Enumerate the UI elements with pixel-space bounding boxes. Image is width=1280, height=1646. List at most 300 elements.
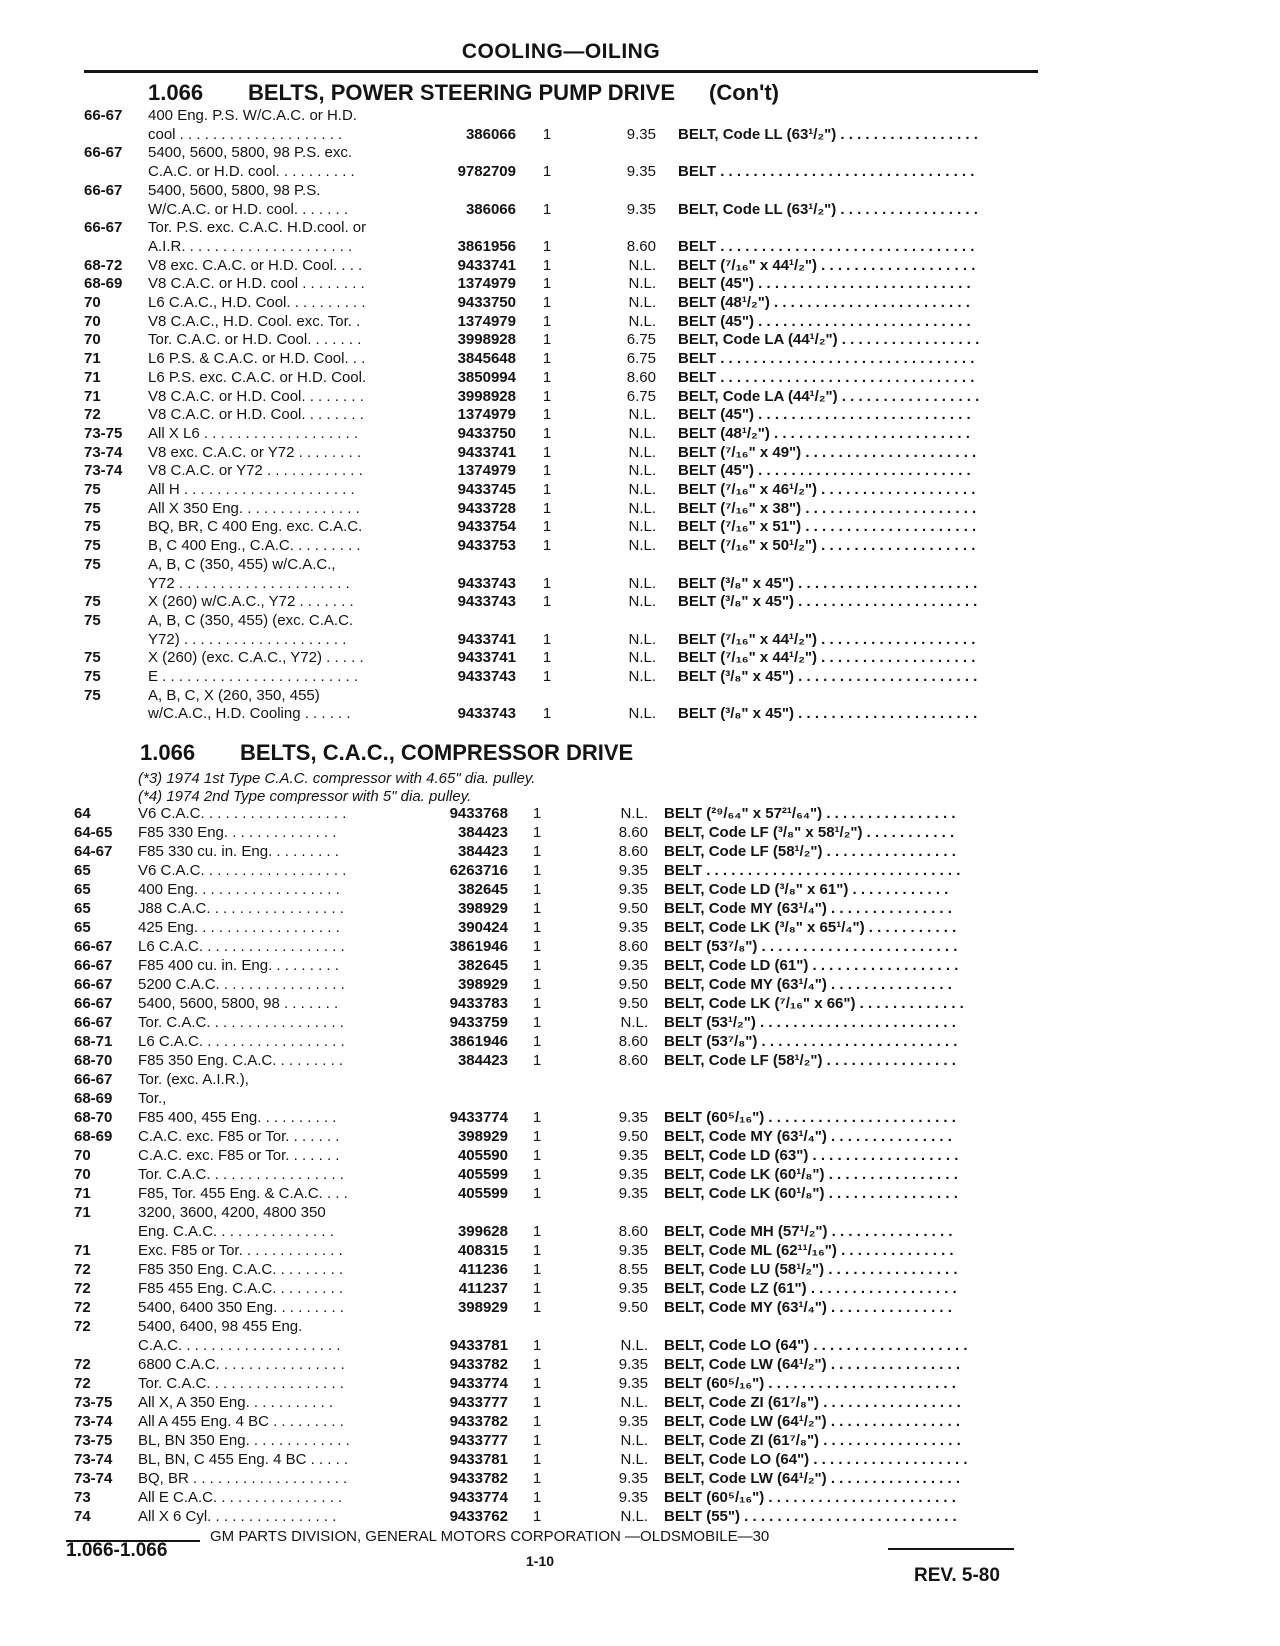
row-quantity: 1 bbox=[542, 649, 552, 667]
parts-row bbox=[0, 256, 1280, 276]
row-description: BELT (60⁵/₁₆") . . . . . . . . . . . . . . . . . . . . . . . bbox=[664, 1109, 956, 1126]
row-price: 9.35 bbox=[618, 1470, 648, 1487]
row-application: F85, Tor. 455 Eng. & C.A.C. . . . bbox=[138, 1185, 348, 1202]
row-description: BELT (48¹/₂") . . . . . . . . . . . . . . . . . . . . . . . . bbox=[678, 424, 970, 442]
row-description: BELT, Code LL (63¹/₂") . . . . . . . . . . . . . . . . . bbox=[678, 200, 978, 218]
row-description: BELT (45") . . . . . . . . . . . . . . . . . . . . . . . . . . bbox=[678, 406, 971, 424]
row-application: Tor. P.S. exc. C.A.C. H.D.cool. or bbox=[148, 219, 367, 237]
row-years: 68-69 bbox=[84, 275, 123, 293]
row-price: 9.50 bbox=[618, 976, 648, 993]
parts-row bbox=[0, 555, 1280, 575]
row-price: 9.50 bbox=[618, 1299, 648, 1316]
parts-row bbox=[0, 804, 1280, 824]
parts-row bbox=[0, 1146, 1280, 1166]
parts-row bbox=[0, 704, 1280, 724]
row-quantity: 1 bbox=[532, 1052, 542, 1069]
row-application: E . . . . . . . . . . . . . . . . . . . . . . . . bbox=[148, 668, 359, 685]
row-quantity: 1 bbox=[532, 1014, 542, 1031]
parts-row bbox=[0, 1355, 1280, 1375]
row-description: BELT, Code LD (61") . . . . . . . . . . . . . . . . . . bbox=[664, 957, 959, 974]
parts-row bbox=[0, 1298, 1280, 1318]
row-part-number: 9433774 bbox=[449, 1375, 508, 1392]
parts-row bbox=[0, 975, 1280, 995]
row-part-number: 9433762 bbox=[449, 1508, 508, 1525]
row-part-number: 9433777 bbox=[449, 1432, 508, 1449]
footer-page-number: 1-10 bbox=[526, 1553, 555, 1569]
row-part-number: 9433782 bbox=[449, 1413, 508, 1430]
row-application: F85 400 cu. in. Eng. . . . . . . . . bbox=[138, 957, 339, 974]
row-description: BELT (⁷/₁₆" x 38") . . . . . . . . . . . . . . . . . . . . . bbox=[678, 499, 977, 517]
footer-revision: REV. 5-80 bbox=[914, 1565, 1000, 1586]
parts-row bbox=[0, 1089, 1280, 1109]
parts-row bbox=[0, 162, 1280, 182]
row-description: BELT, Code MY (63¹/₄") . . . . . . . . . . . . . . . bbox=[664, 1299, 952, 1316]
row-application: L6 C.A.C., H.D. Cool. . . . . . . . . . bbox=[148, 294, 366, 311]
section-number: 1.066 bbox=[140, 740, 196, 765]
row-application: V8 C.A.C. or H.D. Cool. . . . . . . . bbox=[148, 387, 364, 405]
header-rule bbox=[84, 70, 1038, 73]
parts-row bbox=[0, 823, 1280, 843]
row-description: BELT (⁷/₁₆" x 44¹/₂") . . . . . . . . . . . . . . . . . . . bbox=[678, 256, 976, 274]
row-application: w/C.A.C., H.D. Cooling . . . . . . bbox=[148, 705, 351, 723]
row-description: BELT, Code LA (44¹/₂") . . . . . . . . . . . . . . . . . bbox=[678, 387, 980, 405]
row-quantity: 1 bbox=[542, 406, 552, 424]
row-years: 66-67 bbox=[84, 219, 123, 237]
row-price: N.L. bbox=[620, 1451, 648, 1468]
row-application: cool . . . . . . . . . . . . . . . . . . . . bbox=[148, 125, 343, 143]
row-part-number: 382645 bbox=[457, 957, 508, 974]
row-years: 75 bbox=[84, 518, 101, 536]
row-quantity: 1 bbox=[532, 1223, 542, 1240]
row-years: 68-70 bbox=[74, 1052, 113, 1069]
row-application: V8 C.A.C. or H.D. Cool. . . . . . . . bbox=[148, 406, 364, 424]
row-years: 70 bbox=[84, 294, 101, 311]
footer-rule-right bbox=[888, 1548, 1014, 1550]
row-description: BELT, Code LW (64¹/₂") . . . . . . . . . . . . . . . . bbox=[664, 1470, 961, 1487]
row-part-number: 1374979 bbox=[457, 275, 516, 293]
row-quantity: 1 bbox=[542, 350, 552, 368]
row-price: 9.35 bbox=[618, 1280, 648, 1297]
row-part-number: 408315 bbox=[457, 1242, 508, 1259]
row-application: F85 350 Eng. C.A.C. . . . . . . . . bbox=[138, 1261, 344, 1278]
parts-row bbox=[0, 1507, 1280, 1527]
parts-row bbox=[0, 1127, 1280, 1147]
row-description: BELT (⁷/₁₆" x 44¹/₂") . . . . . . . . . . . . . . . . . . . bbox=[678, 649, 976, 667]
row-price: N.L. bbox=[628, 256, 656, 274]
row-price: 8.60 bbox=[618, 1052, 648, 1069]
row-price: 8.55 bbox=[618, 1261, 648, 1278]
row-application: F85 455 Eng. C.A.C. . . . . . . . . bbox=[138, 1280, 344, 1297]
row-quantity: 1 bbox=[532, 1337, 542, 1354]
row-quantity: 1 bbox=[532, 881, 542, 898]
row-application: F85 400, 455 Eng. . . . . . . . . . bbox=[138, 1109, 337, 1126]
row-part-number: 9433743 bbox=[457, 593, 516, 611]
row-years: 68-69 bbox=[74, 1128, 113, 1145]
row-price: 6.75 bbox=[626, 387, 656, 405]
row-years: 71 bbox=[84, 387, 101, 405]
row-application: J88 C.A.C. . . . . . . . . . . . . . . . . bbox=[138, 900, 344, 917]
parts-row bbox=[0, 368, 1280, 388]
row-years: 72 bbox=[74, 1375, 91, 1392]
row-part-number: 399628 bbox=[457, 1223, 508, 1240]
section-heading bbox=[140, 740, 633, 766]
row-price: N.L. bbox=[620, 805, 648, 822]
row-quantity: 1 bbox=[542, 537, 552, 555]
row-description: BELT, Code MY (63¹/₄") . . . . . . . . . . . . . . . bbox=[664, 900, 952, 917]
row-part-number: 9433753 bbox=[457, 537, 516, 555]
row-part-number: 405599 bbox=[457, 1166, 508, 1183]
row-application: 5200 C.A.C. . . . . . . . . . . . . . . . bbox=[138, 976, 345, 993]
row-description: BELT, Code LA (44¹/₂") . . . . . . . . . . . . . . . . . bbox=[678, 331, 980, 349]
parts-row bbox=[0, 592, 1280, 612]
row-application: A, B, C (350, 455) (exc. C.A.C. bbox=[148, 611, 354, 629]
row-application: L6 C.A.C. . . . . . . . . . . . . . . . . . bbox=[138, 938, 345, 955]
row-years: 68-72 bbox=[84, 256, 123, 274]
row-description: BELT, Code LO (64") . . . . . . . . . . . . . . . . . . . bbox=[664, 1451, 968, 1468]
row-quantity: 1 bbox=[542, 481, 552, 498]
row-application: W/C.A.C. or H.D. cool. . . . . . . bbox=[148, 200, 349, 218]
row-description: BELT (60⁵/₁₆") . . . . . . . . . . . . . . . . . . . . . . . bbox=[664, 1375, 956, 1392]
parts-row bbox=[0, 1469, 1280, 1489]
row-years: 70 bbox=[84, 312, 101, 330]
row-part-number: 9433743 bbox=[457, 574, 516, 592]
row-years: 75 bbox=[84, 481, 101, 498]
row-years: 66-67 bbox=[74, 1014, 113, 1031]
row-part-number: 390424 bbox=[457, 919, 508, 936]
row-years: 71 bbox=[74, 1185, 91, 1202]
parts-row bbox=[0, 1184, 1280, 1204]
row-years: 64 bbox=[74, 805, 91, 822]
row-part-number: 9433774 bbox=[449, 1109, 508, 1126]
row-part-number: 9433741 bbox=[457, 256, 516, 274]
row-part-number: 386066 bbox=[465, 125, 516, 143]
row-part-number: 3850994 bbox=[457, 368, 516, 386]
row-description: BELT (²⁹/₆₄" x 57²¹/₆₄") . . . . . . . . . . . . . . . . bbox=[664, 805, 956, 822]
row-quantity: 1 bbox=[542, 275, 552, 293]
row-price: 8.60 bbox=[618, 824, 648, 841]
parts-row bbox=[0, 480, 1280, 500]
row-part-number: 9433743 bbox=[457, 668, 516, 685]
row-years: 75 bbox=[84, 668, 101, 685]
row-application: 400 Eng. . . . . . . . . . . . . . . . . . bbox=[138, 881, 340, 898]
row-application: F85 330 Eng. . . . . . . . . . . . . . bbox=[138, 824, 337, 841]
row-application: F85 330 cu. in. Eng. . . . . . . . . bbox=[138, 843, 339, 860]
row-price: N.L. bbox=[620, 1014, 648, 1031]
parts-row bbox=[0, 1070, 1280, 1090]
row-quantity: 1 bbox=[532, 1508, 542, 1525]
row-quantity: 1 bbox=[532, 919, 542, 936]
row-application: All E C.A.C. . . . . . . . . . . . . . . . bbox=[138, 1489, 343, 1506]
row-application: L6 C.A.C. . . . . . . . . . . . . . . . . . bbox=[138, 1033, 345, 1050]
row-price: 9.35 bbox=[618, 1185, 648, 1202]
parts-row bbox=[0, 994, 1280, 1014]
row-quantity: 1 bbox=[542, 668, 552, 685]
row-price: N.L. bbox=[628, 668, 656, 685]
row-application: All H . . . . . . . . . . . . . . . . . . . . . bbox=[148, 481, 355, 498]
row-years: 65 bbox=[74, 900, 91, 917]
row-description: BELT, Code ZI (61⁷/₈") . . . . . . . . . . . . . . . . . bbox=[664, 1432, 961, 1449]
parts-row bbox=[0, 1317, 1280, 1337]
row-quantity: 1 bbox=[532, 1185, 542, 1202]
row-part-number: 405599 bbox=[457, 1185, 508, 1202]
row-price: N.L. bbox=[628, 312, 656, 330]
row-description: BELT (³/₈" x 45") . . . . . . . . . . . . . . . . . . . . . . bbox=[678, 705, 978, 723]
row-years: 66-67 bbox=[74, 995, 113, 1012]
row-description: BELT, Code LU (58¹/₂") . . . . . . . . . . . . . . . . bbox=[664, 1261, 958, 1278]
row-application: L6 P.S. & C.A.C. or H.D. Cool. . . bbox=[148, 350, 366, 368]
parts-row bbox=[0, 143, 1280, 163]
row-description: BELT, Code LL (63¹/₂") . . . . . . . . . . . . . . . . . bbox=[678, 125, 978, 143]
row-application: Y72) . . . . . . . . . . . . . . . . . . . . bbox=[148, 630, 347, 648]
parts-row bbox=[0, 861, 1280, 881]
row-application: A, B, C, X (260, 350, 455) bbox=[148, 686, 320, 704]
row-price: N.L. bbox=[628, 649, 656, 667]
row-application: All X, A 350 Eng. . . . . . . . . . . bbox=[138, 1394, 334, 1411]
row-quantity: 1 bbox=[532, 1375, 542, 1392]
row-application: BQ, BR . . . . . . . . . . . . . . . . . . . bbox=[138, 1470, 348, 1487]
row-years: 71 bbox=[84, 350, 101, 368]
row-application: V6 C.A.C. . . . . . . . . . . . . . . . . . bbox=[138, 805, 347, 822]
row-years: 72 bbox=[74, 1280, 91, 1297]
parts-row bbox=[0, 648, 1280, 668]
row-application: All A 455 Eng. 4 BC . . . . . . . . . bbox=[138, 1413, 344, 1430]
row-description: BELT (45") . . . . . . . . . . . . . . . . . . . . . . . . . . bbox=[678, 275, 971, 293]
row-description: BELT . . . . . . . . . . . . . . . . . . . . . . . . . . . . . . . bbox=[664, 862, 961, 879]
row-years: 73-75 bbox=[84, 424, 123, 442]
row-description: BELT (³/₈" x 45") . . . . . . . . . . . . . . . . . . . . . . bbox=[678, 593, 978, 611]
row-price: N.L. bbox=[628, 424, 656, 442]
row-years: 73-74 bbox=[84, 443, 123, 461]
row-description: BELT (60⁵/₁₆") . . . . . . . . . . . . . . . . . . . . . . . bbox=[664, 1489, 956, 1506]
row-price: N.L. bbox=[628, 294, 656, 311]
row-quantity: 1 bbox=[532, 1413, 542, 1430]
row-part-number: 405590 bbox=[457, 1147, 508, 1164]
row-description: BELT (³/₈" x 45") . . . . . . . . . . . . . . . . . . . . . . bbox=[678, 668, 978, 685]
row-price: 9.35 bbox=[618, 1489, 648, 1506]
row-price: N.L. bbox=[628, 275, 656, 293]
row-part-number: 9782709 bbox=[457, 163, 516, 181]
parts-row bbox=[0, 125, 1280, 145]
row-quantity: 1 bbox=[542, 462, 552, 480]
row-part-number: 1374979 bbox=[457, 462, 516, 480]
page-header-title: COOLING—OILING bbox=[461, 40, 661, 63]
row-quantity: 1 bbox=[532, 1451, 542, 1468]
row-price: N.L. bbox=[628, 574, 656, 592]
footer-publisher: GM PARTS DIVISION, GENERAL MOTORS CORPORATION —OLDSMOBILE—30 bbox=[210, 1528, 770, 1545]
row-description: BELT (⁷/₁₆" x 51") . . . . . . . . . . . . . . . . . . . . . bbox=[678, 518, 977, 536]
row-price: 8.60 bbox=[618, 1033, 648, 1050]
parts-row bbox=[0, 1393, 1280, 1413]
row-quantity: 1 bbox=[532, 938, 542, 955]
row-years: 73-74 bbox=[74, 1470, 113, 1487]
row-price: N.L. bbox=[620, 1394, 648, 1411]
parts-row bbox=[0, 274, 1280, 294]
row-years: 75 bbox=[84, 686, 101, 704]
row-quantity: 1 bbox=[532, 1033, 542, 1050]
row-price: 9.35 bbox=[618, 1356, 648, 1373]
row-description: BELT, Code LK (60¹/₈") . . . . . . . . . . . . . . . . bbox=[664, 1166, 958, 1183]
parts-row bbox=[0, 349, 1280, 369]
row-years: 68-69 bbox=[74, 1090, 113, 1107]
parts-row bbox=[0, 218, 1280, 238]
row-description: BELT, Code MY (63¹/₄") . . . . . . . . . . . . . . . bbox=[664, 1128, 952, 1145]
row-price: N.L. bbox=[620, 1337, 648, 1354]
row-quantity: 1 bbox=[532, 1394, 542, 1411]
row-quantity: 1 bbox=[542, 256, 552, 274]
row-description: BELT, Code LD (63") . . . . . . . . . . . . . . . . . . bbox=[664, 1147, 959, 1164]
row-part-number: 9433783 bbox=[449, 995, 508, 1012]
row-quantity: 1 bbox=[542, 593, 552, 611]
row-years: 75 bbox=[84, 555, 101, 573]
row-quantity: 1 bbox=[532, 957, 542, 974]
row-quantity: 1 bbox=[532, 1356, 542, 1373]
row-price: 8.60 bbox=[626, 368, 656, 386]
row-description: BELT (⁷/₁₆" x 49") . . . . . . . . . . . . . . . . . . . . . bbox=[678, 443, 977, 461]
row-price: 9.35 bbox=[618, 1166, 648, 1183]
footer-section-range: 1.066-1.066 bbox=[66, 1540, 168, 1561]
row-part-number: 9433782 bbox=[449, 1356, 508, 1373]
section-title: BELTS, C.A.C., COMPRESSOR DRIVE bbox=[240, 740, 634, 765]
row-years: 66-67 bbox=[84, 144, 123, 162]
row-price: 9.35 bbox=[618, 862, 648, 879]
row-description: BELT, Code LF (58¹/₂") . . . . . . . . . . . . . . . . bbox=[664, 843, 956, 860]
row-application: 5400, 5600, 5800, 98 P.S. bbox=[148, 181, 321, 199]
row-part-number: 9433750 bbox=[457, 294, 516, 311]
row-description: BELT, Code LK (60¹/₈") . . . . . . . . . . . . . . . . bbox=[664, 1185, 958, 1202]
parts-row bbox=[0, 1108, 1280, 1128]
row-years: 75 bbox=[84, 649, 101, 667]
parts-row bbox=[0, 200, 1280, 220]
row-quantity: 1 bbox=[542, 574, 552, 592]
parts-row bbox=[0, 1051, 1280, 1071]
row-application: All X L6 . . . . . . . . . . . . . . . . . . . bbox=[148, 424, 359, 442]
row-quantity: 1 bbox=[532, 1489, 542, 1506]
row-description: BELT (⁷/₁₆" x 50¹/₂") . . . . . . . . . . . . . . . . . . . bbox=[678, 537, 976, 555]
row-part-number: 9433782 bbox=[449, 1470, 508, 1487]
row-price: 9.35 bbox=[626, 125, 656, 143]
parts-row bbox=[0, 443, 1280, 463]
row-years: 70 bbox=[74, 1147, 91, 1164]
row-price: 9.35 bbox=[618, 1147, 648, 1164]
row-part-number: 9433741 bbox=[457, 443, 516, 461]
row-application: 5400, 6400 350 Eng. . . . . . . . . bbox=[138, 1299, 344, 1316]
row-part-number: 398929 bbox=[457, 1299, 508, 1316]
parts-row bbox=[0, 1279, 1280, 1299]
parts-row bbox=[0, 937, 1280, 957]
row-price: N.L. bbox=[628, 630, 656, 648]
row-description: BELT, Code LD (³/₈" x 61") . . . . . . . . . . . . bbox=[664, 881, 949, 898]
row-part-number: 9433759 bbox=[449, 1014, 508, 1031]
parts-row bbox=[0, 880, 1280, 900]
row-part-number: 9433743 bbox=[457, 705, 516, 723]
row-part-number: 9433754 bbox=[457, 518, 516, 536]
row-price: 9.35 bbox=[626, 200, 656, 218]
row-price: 9.35 bbox=[618, 957, 648, 974]
parts-row bbox=[0, 1450, 1280, 1470]
parts-row bbox=[0, 330, 1280, 350]
row-price: 6.75 bbox=[626, 331, 656, 349]
parts-row bbox=[0, 574, 1280, 594]
row-application: V8 C.A.C., H.D. Cool. exc. Tor. . bbox=[148, 312, 361, 330]
row-application: V8 C.A.C. or Y72 . . . . . . . . . . . . bbox=[148, 462, 363, 480]
row-part-number: 384423 bbox=[457, 824, 508, 841]
parts-row bbox=[0, 842, 1280, 862]
parts-row bbox=[0, 106, 1280, 126]
row-description: BELT (³/₈" x 45") . . . . . . . . . . . . . . . . . . . . . . bbox=[678, 574, 978, 592]
row-price: N.L. bbox=[620, 1432, 648, 1449]
row-application: Y72 . . . . . . . . . . . . . . . . . . . . . bbox=[148, 574, 350, 592]
row-application: BL, BN 350 Eng. . . . . . . . . . . . . bbox=[138, 1432, 350, 1449]
parts-row bbox=[0, 1032, 1280, 1052]
row-price: 9.35 bbox=[618, 881, 648, 898]
row-years: 66-67 bbox=[74, 1071, 113, 1088]
row-years: 73-74 bbox=[84, 462, 123, 480]
row-description: BELT . . . . . . . . . . . . . . . . . . . . . . . . . . . . . . . bbox=[678, 237, 975, 255]
row-part-number: 411236 bbox=[458, 1261, 508, 1278]
row-application: L6 P.S. exc. C.A.C. or H.D. Cool. bbox=[148, 368, 367, 386]
row-application: X (260) (exc. C.A.C., Y72) . . . . . bbox=[148, 649, 364, 667]
row-application: Tor. C.A.C. . . . . . . . . . . . . . . . . bbox=[138, 1014, 344, 1031]
row-price: 9.50 bbox=[618, 900, 648, 917]
row-application: BQ, BR, C 400 Eng. exc. C.A.C. bbox=[148, 518, 363, 536]
row-part-number: 384423 bbox=[457, 1052, 508, 1069]
row-part-number: 9433781 bbox=[449, 1451, 508, 1468]
row-quantity: 1 bbox=[532, 862, 542, 879]
row-part-number: 9433728 bbox=[457, 499, 516, 517]
row-part-number: 3845648 bbox=[457, 350, 516, 368]
row-years: 68-71 bbox=[74, 1033, 113, 1050]
row-part-number: 1374979 bbox=[457, 406, 516, 424]
row-description: BELT (55") . . . . . . . . . . . . . . . . . . . . . . . . . . bbox=[664, 1508, 957, 1525]
parts-row bbox=[0, 899, 1280, 919]
row-years: 70 bbox=[74, 1166, 91, 1183]
row-application: Exc. F85 or Tor. . . . . . . . . . . . . bbox=[138, 1242, 343, 1259]
parts-row bbox=[0, 312, 1280, 332]
row-part-number: 382645 bbox=[457, 881, 508, 898]
row-quantity: 1 bbox=[532, 1147, 542, 1164]
row-quantity: 1 bbox=[532, 995, 542, 1012]
row-description: BELT (53¹/₂") . . . . . . . . . . . . . . . . . . . . . . . . bbox=[664, 1014, 956, 1031]
row-description: BELT, Code MY (63¹/₄") . . . . . . . . . . . . . . . bbox=[664, 976, 952, 993]
parts-row bbox=[0, 1241, 1280, 1261]
row-years: 75 bbox=[84, 611, 101, 629]
row-quantity: 1 bbox=[542, 499, 552, 517]
row-application: Tor., bbox=[138, 1090, 167, 1107]
row-years: 64-67 bbox=[74, 843, 113, 860]
row-years: 66-67 bbox=[74, 938, 113, 955]
row-part-number: 398929 bbox=[457, 900, 508, 917]
row-description: BELT, Code LF (³/₈" x 58¹/₂") . . . . . . . . . . . bbox=[664, 824, 955, 841]
row-years: 75 bbox=[84, 537, 101, 555]
row-part-number: 398929 bbox=[457, 1128, 508, 1145]
row-quantity: 1 bbox=[532, 976, 542, 993]
row-application: 425 Eng. . . . . . . . . . . . . . . . . . bbox=[138, 919, 340, 936]
row-years: 65 bbox=[74, 919, 91, 936]
row-price: 9.50 bbox=[618, 995, 648, 1012]
row-quantity: 1 bbox=[542, 125, 552, 143]
row-application: 3200, 3600, 4200, 4800 350 bbox=[138, 1204, 326, 1221]
row-quantity: 1 bbox=[542, 312, 552, 330]
row-quantity: 1 bbox=[532, 900, 542, 917]
row-part-number: 3998928 bbox=[457, 387, 516, 405]
row-quantity: 1 bbox=[542, 387, 552, 405]
row-quantity: 1 bbox=[532, 1280, 542, 1297]
row-quantity: 1 bbox=[532, 1109, 542, 1126]
row-description: BELT, Code LO (64") . . . . . . . . . . . . . . . . . . . bbox=[664, 1337, 968, 1354]
row-price: 9.35 bbox=[626, 163, 656, 181]
row-price: 9.35 bbox=[618, 1375, 648, 1392]
row-application: Eng. C.A.C. . . . . . . . . . . . . . . bbox=[138, 1223, 334, 1240]
